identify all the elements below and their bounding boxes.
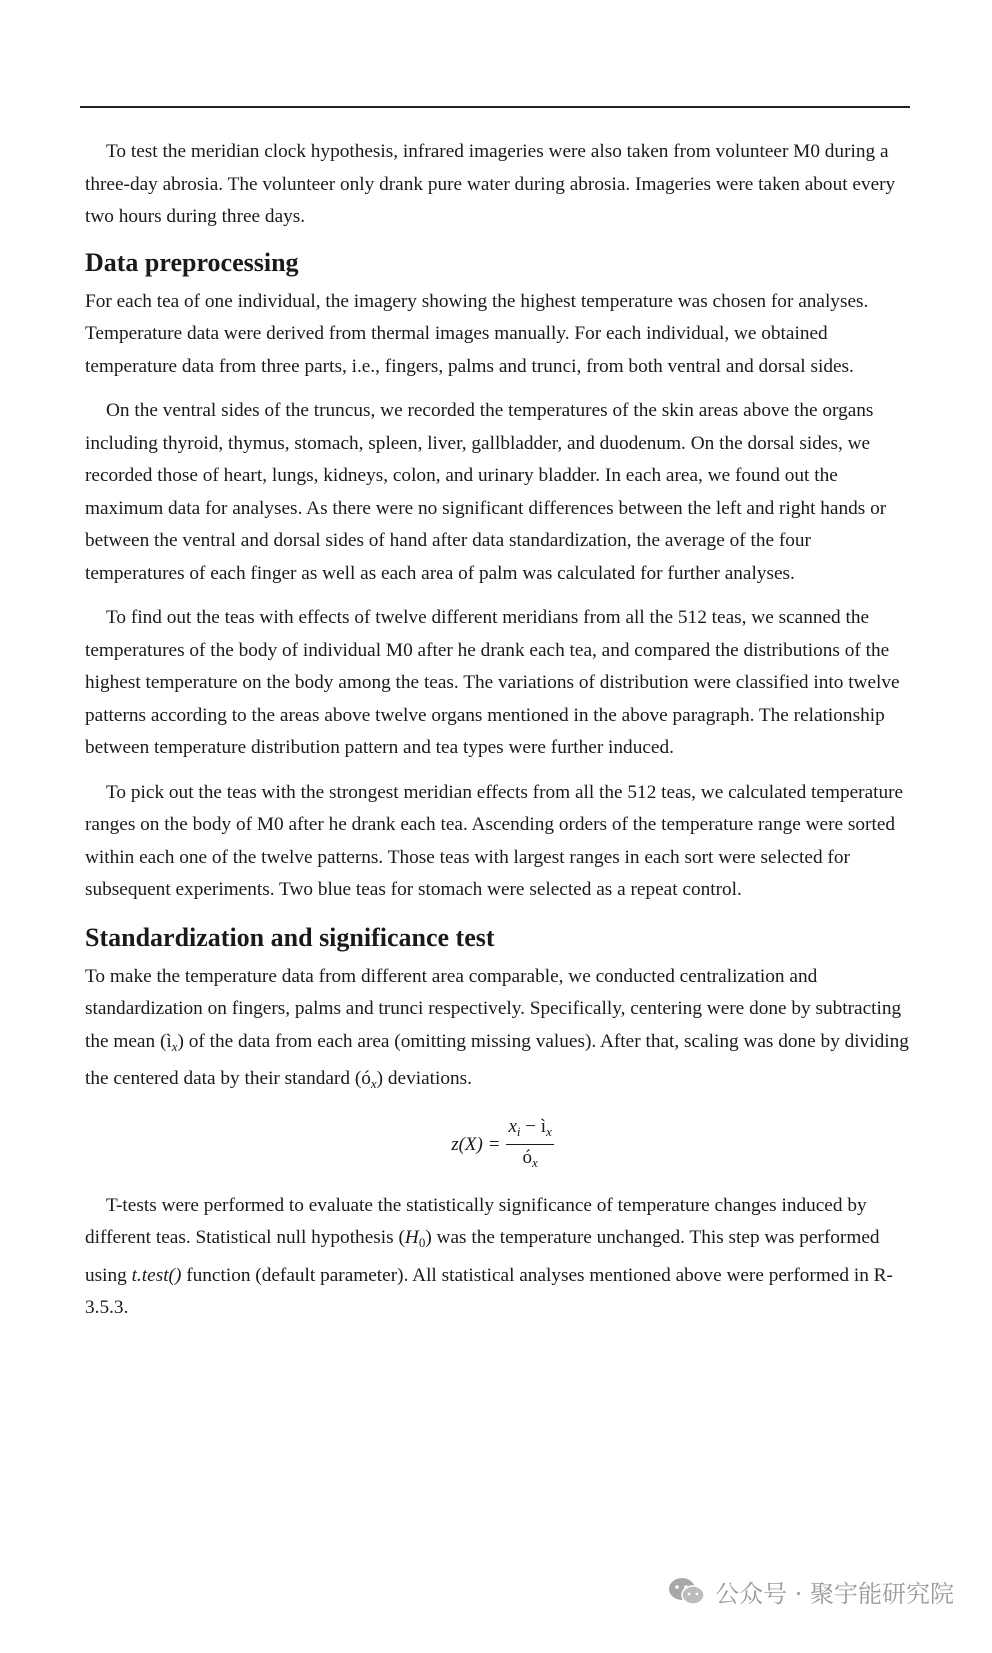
text-run: function (default parameter). All statistical analyses mentioned above were performed in R-3.5.3. xyxy=(85,1264,893,1319)
numerator-minus: − xyxy=(520,1115,541,1137)
text-run: To make the temperature data from different area comparable, we conducted centralization and standardization on fingers, palms and trunci respectively. Specifically, centering were done by subtracting the mean ( xyxy=(85,965,902,1052)
watermark-text: 公众号 · 聚宇能研究院 xyxy=(715,1580,954,1608)
denominator-sigma: ó xyxy=(522,1146,532,1168)
paragraph-preprocessing-1: For each tea of one individual, the imagery showing the highest temperature was chosen for analyses. Temperature data were derived from thermal images manually. For each individual, we obtained temperature data from three parts, i.e., fingers, palms and trunci, from both ventral and dorsal sides. xyxy=(85,290,869,377)
denominator-sub-x: x xyxy=(531,1154,538,1170)
hypothesis-subscript: 0 xyxy=(418,1235,426,1251)
paragraph-abrosia: To test the meridian clock hypothesis, infrared imageries were also taken from volunteer M0 during a three-day abrosia. The volunteer only drank pure water during abrosia. Imageries were taken about every two hours during three days. xyxy=(85,141,896,227)
numerator-x: x xyxy=(508,1115,517,1137)
equation-zscore xyxy=(85,1115,910,1176)
paragraph-ttest xyxy=(85,1190,910,1325)
function-name: t.test() xyxy=(131,1264,182,1286)
paragraph-preprocessing-2: On the ventral sides of the truncus, we recorded the temperatures of the skin areas above the organs including thyroid, thymus, stomach, spleen, liver, gallbladder, and duodenum. On the dorsal sides, we recorded those of heart, lungs, kidneys, colon, and urinary bladder. In each area, we found out the maximum data for analyses. As there were no significant differences between the left and right hands or between the ventral and dorsal sides of hand after data standardization, the average of the four temperatures of each finger as well as each area of palm was calculated for further analyses. xyxy=(85,400,887,584)
numerator-sub-i: i xyxy=(516,1123,521,1139)
equation-numerator xyxy=(506,1115,553,1144)
page-body xyxy=(85,136,910,1337)
numerator-sub-x: x xyxy=(546,1123,552,1139)
equation-fraction xyxy=(506,1115,553,1176)
text-run: ) deviations. xyxy=(376,1068,472,1089)
paragraph-preprocessing-3: To find out the teas with effects of twelve different meridians from all the 512 teas, we scanned the temperatures of the body of individual M0 after he drank each tea, and compared the distributions of the highest temperature on the body among the teas. The variations of distribution were classified into twelve patterns according to the areas above twelve organs mentioned in the above paragraph. The relationship between temperature distribution pattern and tea types were further induced. xyxy=(85,607,900,758)
paragraph-preprocessing-4: To pick out the teas with the strongest meridian effects from all the 512 teas, we calculated temperature ranges on the body of M0 after he drank each tea. Ascending orders of the temperature range were sorted within each one of the twelve patterns. Those teas with largest ranges in each sort were selected for subsequent experiments. Two blue teas for stomach were selected as a repeat control. xyxy=(85,781,904,900)
watermark xyxy=(667,1574,954,1609)
mean-symbol: ì xyxy=(166,1030,172,1052)
wechat-icon xyxy=(667,1576,707,1608)
text-run: ) was the temperature unchanged. This step was performed using xyxy=(85,1227,880,1286)
paragraph-standardization xyxy=(85,961,910,1101)
header-rule xyxy=(80,106,910,108)
equation-denominator xyxy=(522,1145,537,1176)
numerator-mu: ì xyxy=(540,1115,546,1137)
text-run: T-tests were performed to evaluate the statistically significance of temperature changes induced by different teas. Statistical null hypothesis ( xyxy=(85,1194,867,1249)
sigma-symbol: ó xyxy=(361,1068,371,1089)
equation-lhs: z(X) = xyxy=(451,1134,501,1156)
subscript-text: x xyxy=(171,1038,178,1054)
hypothesis-symbol: H xyxy=(404,1227,419,1249)
section-heading-preprocessing: Data preprocessing xyxy=(85,247,299,277)
section-heading-standardization: Standardization and significance test xyxy=(85,922,495,952)
subscript-text: x xyxy=(370,1076,377,1091)
text-run: ) of the data from each area (omitting missing values). After that, scaling was done by dividing the centered data by their standard ( xyxy=(85,1030,909,1089)
